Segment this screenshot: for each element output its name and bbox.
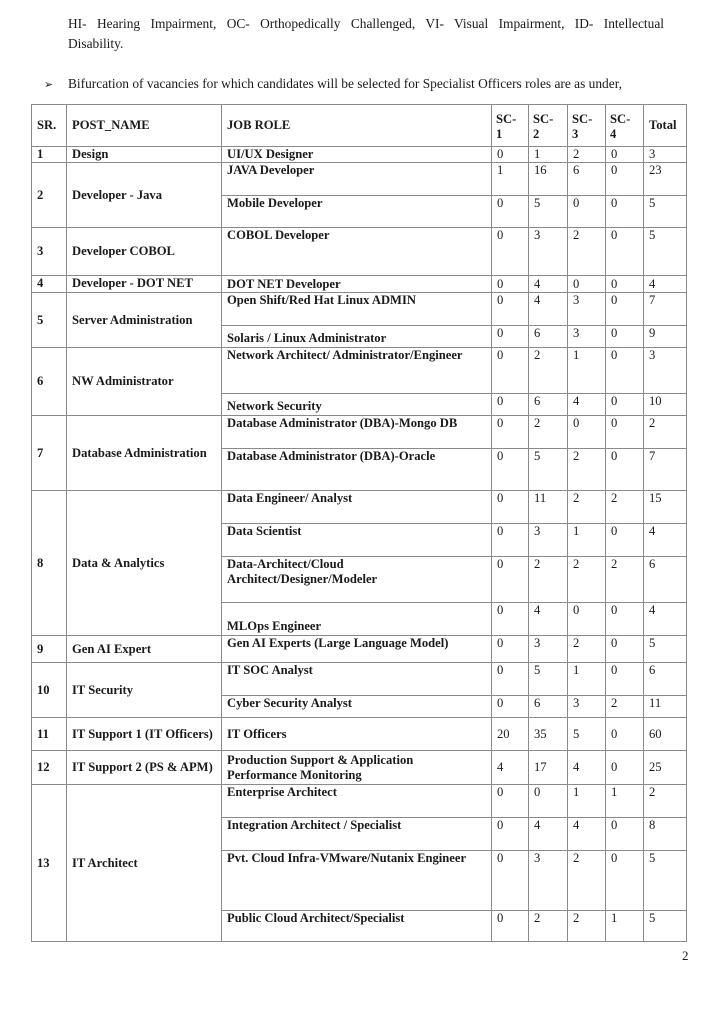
sc3-cell: 2 bbox=[568, 851, 606, 911]
vacancy-table bbox=[31, 104, 687, 942]
total-cell: 6 bbox=[644, 663, 687, 696]
sc1-cell: 0 bbox=[492, 228, 529, 276]
sc3-cell: 4 bbox=[568, 818, 606, 851]
header-sc-1: SC- 1 bbox=[492, 105, 529, 147]
sc1-cell: 0 bbox=[492, 348, 529, 394]
job-role-cell: COBOL Developer bbox=[222, 228, 492, 276]
sc4-cell: 0 bbox=[606, 394, 644, 416]
total-cell: 11 bbox=[644, 696, 687, 718]
total-cell: 2 bbox=[644, 416, 687, 449]
sc4-cell: 0 bbox=[606, 147, 644, 163]
sc1-cell: 0 bbox=[492, 851, 529, 911]
disability-legend-paragraph bbox=[68, 14, 664, 54]
total-cell: 5 bbox=[644, 851, 687, 911]
total-cell: 6 bbox=[644, 557, 687, 603]
legend-line-1: HI- Hearing Impairment, OC- Orthopedically Challenged, VI- Visual Impairment, ID- Intellectual bbox=[68, 16, 664, 31]
sc3-cell: 0 bbox=[568, 276, 606, 293]
bifurcation-text: Bifurcation of vacancies for which candidates will be selected for Specialist Officers roles are as under, bbox=[68, 76, 622, 91]
sc3-cell: 0 bbox=[568, 196, 606, 228]
sc2-cell: 5 bbox=[529, 196, 568, 228]
total-cell: 4 bbox=[644, 276, 687, 293]
sc4-cell: 0 bbox=[606, 228, 644, 276]
total-cell: 15 bbox=[644, 491, 687, 524]
sr-number-cell: 5 bbox=[32, 293, 67, 348]
sc2-cell: 0 bbox=[529, 785, 568, 818]
total-cell: 5 bbox=[644, 196, 687, 228]
job-role-cell: MLOps Engineer bbox=[222, 603, 492, 636]
sc4-cell: 0 bbox=[606, 524, 644, 557]
header-job-role: JOB ROLE bbox=[222, 105, 492, 147]
sc4-cell: 1 bbox=[606, 911, 644, 942]
sc2-cell: 6 bbox=[529, 696, 568, 718]
sc2-cell: 16 bbox=[529, 163, 568, 196]
sc4-cell: 0 bbox=[606, 603, 644, 636]
sc4-cell: 0 bbox=[606, 196, 644, 228]
header-sr: SR. bbox=[32, 105, 67, 147]
sr-number-cell: 2 bbox=[32, 163, 67, 228]
job-role-cell: Open Shift/Red Hat Linux ADMIN bbox=[222, 293, 492, 326]
sc4-cell: 0 bbox=[606, 326, 644, 348]
table-row bbox=[32, 416, 687, 449]
sc1-cell: 0 bbox=[492, 603, 529, 636]
sc1-cell: 20 bbox=[492, 718, 529, 751]
legend-line-2: Disability. bbox=[68, 36, 124, 51]
sc1-cell: 0 bbox=[492, 557, 529, 603]
sr-number-cell: 10 bbox=[32, 663, 67, 718]
sc4-cell: 0 bbox=[606, 449, 644, 491]
table-row bbox=[32, 293, 687, 326]
total-cell: 5 bbox=[644, 636, 687, 663]
sc2-cell: 1 bbox=[529, 147, 568, 163]
job-role-cell: Mobile Developer bbox=[222, 196, 492, 228]
header-sc-2: SC- 2 bbox=[529, 105, 568, 147]
table-row bbox=[32, 147, 687, 163]
table-row bbox=[32, 163, 687, 196]
sc4-cell: 0 bbox=[606, 636, 644, 663]
post-name-cell: Server Administration bbox=[67, 293, 222, 348]
total-cell: 5 bbox=[644, 228, 687, 276]
job-role-cell: JAVA Developer bbox=[222, 163, 492, 196]
job-role-cell: Public Cloud Architect/Specialist bbox=[222, 911, 492, 942]
sc3-cell: 0 bbox=[568, 603, 606, 636]
sc2-cell: 2 bbox=[529, 416, 568, 449]
total-cell: 60 bbox=[644, 718, 687, 751]
sc1-cell: 0 bbox=[492, 293, 529, 326]
sc2-cell: 3 bbox=[529, 524, 568, 557]
post-name-cell: Gen AI Expert bbox=[67, 636, 222, 663]
table-row bbox=[32, 276, 687, 293]
table-row bbox=[32, 751, 687, 785]
post-name-cell: Developer COBOL bbox=[67, 228, 222, 276]
post-name-cell: IT Support 2 (PS & APM) bbox=[67, 751, 222, 785]
sc1-cell: 0 bbox=[492, 524, 529, 557]
table-row bbox=[32, 636, 687, 663]
sc4-cell: 0 bbox=[606, 163, 644, 196]
sc1-cell: 1 bbox=[492, 163, 529, 196]
job-role-cell: Solaris / Linux Administrator bbox=[222, 326, 492, 348]
job-role-cell: Integration Architect / Specialist bbox=[222, 818, 492, 851]
job-role-cell: IT SOC Analyst bbox=[222, 663, 492, 696]
sc2-cell: 2 bbox=[529, 348, 568, 394]
sc1-cell: 0 bbox=[492, 636, 529, 663]
vacancy-table-body bbox=[32, 147, 687, 942]
sc3-cell: 6 bbox=[568, 163, 606, 196]
sc2-cell: 3 bbox=[529, 636, 568, 663]
post-name-cell: IT Architect bbox=[67, 785, 222, 942]
total-cell: 25 bbox=[644, 751, 687, 785]
sc3-cell: 3 bbox=[568, 696, 606, 718]
post-name-cell: IT Support 1 (IT Officers) bbox=[67, 718, 222, 751]
sc4-cell: 0 bbox=[606, 348, 644, 394]
sc1-cell: 0 bbox=[492, 326, 529, 348]
total-cell: 7 bbox=[644, 449, 687, 491]
job-role-cell: Database Administrator (DBA)-Mongo DB bbox=[222, 416, 492, 449]
header-post-name: POST_NAME bbox=[67, 105, 222, 147]
sc1-cell: 0 bbox=[492, 696, 529, 718]
job-role-cell: Pvt. Cloud Infra-VMware/Nutanix Engineer bbox=[222, 851, 492, 911]
sc4-cell: 2 bbox=[606, 557, 644, 603]
sc2-cell: 2 bbox=[529, 557, 568, 603]
sc3-cell: 4 bbox=[568, 394, 606, 416]
sc2-cell: 3 bbox=[529, 851, 568, 911]
sr-number-cell: 13 bbox=[32, 785, 67, 942]
sc1-cell: 4 bbox=[492, 751, 529, 785]
sc3-cell: 5 bbox=[568, 718, 606, 751]
sc3-cell: 2 bbox=[568, 636, 606, 663]
sc2-cell: 5 bbox=[529, 663, 568, 696]
sc4-cell: 0 bbox=[606, 416, 644, 449]
total-cell: 4 bbox=[644, 524, 687, 557]
sc2-cell: 17 bbox=[529, 751, 568, 785]
job-role-cell: Production Support & Application Performance Monitoring bbox=[222, 751, 492, 785]
table-row bbox=[32, 718, 687, 751]
sc3-cell: 2 bbox=[568, 449, 606, 491]
sc4-cell: 0 bbox=[606, 293, 644, 326]
sc3-cell: 1 bbox=[568, 663, 606, 696]
sc1-cell: 0 bbox=[492, 147, 529, 163]
total-cell: 3 bbox=[644, 147, 687, 163]
sc1-cell: 0 bbox=[492, 911, 529, 942]
sc4-cell: 0 bbox=[606, 751, 644, 785]
sc1-cell: 0 bbox=[492, 785, 529, 818]
sc2-cell: 11 bbox=[529, 491, 568, 524]
sc3-cell: 2 bbox=[568, 491, 606, 524]
sc3-cell: 3 bbox=[568, 326, 606, 348]
sc3-cell: 2 bbox=[568, 147, 606, 163]
job-role-cell: Data Engineer/ Analyst bbox=[222, 491, 492, 524]
sc2-cell: 4 bbox=[529, 293, 568, 326]
header-sc-3: SC- 3 bbox=[568, 105, 606, 147]
sc3-cell: 4 bbox=[568, 751, 606, 785]
sr-number-cell: 1 bbox=[32, 147, 67, 163]
table-row bbox=[32, 491, 687, 524]
post-name-cell: IT Security bbox=[67, 663, 222, 718]
job-role-cell: Enterprise Architect bbox=[222, 785, 492, 818]
total-cell: 7 bbox=[644, 293, 687, 326]
sc2-cell: 6 bbox=[529, 394, 568, 416]
sc2-cell: 3 bbox=[529, 228, 568, 276]
sc2-cell: 5 bbox=[529, 449, 568, 491]
sc1-cell: 0 bbox=[492, 394, 529, 416]
header-total: Total bbox=[644, 105, 687, 147]
sc3-cell: 2 bbox=[568, 911, 606, 942]
total-cell: 4 bbox=[644, 603, 687, 636]
sc1-cell: 0 bbox=[492, 818, 529, 851]
bifurcation-intro bbox=[44, 75, 704, 94]
sc4-cell: 1 bbox=[606, 785, 644, 818]
post-name-cell: Design bbox=[67, 147, 222, 163]
job-role-cell: Gen AI Experts (Large Language Model) bbox=[222, 636, 492, 663]
total-cell: 3 bbox=[644, 348, 687, 394]
sc1-cell: 0 bbox=[492, 276, 529, 293]
sr-number-cell: 7 bbox=[32, 416, 67, 491]
sc2-cell: 4 bbox=[529, 276, 568, 293]
sc3-cell: 1 bbox=[568, 524, 606, 557]
sc4-cell: 0 bbox=[606, 663, 644, 696]
sc1-cell: 0 bbox=[492, 663, 529, 696]
sr-number-cell: 11 bbox=[32, 718, 67, 751]
sr-number-cell: 9 bbox=[32, 636, 67, 663]
sc1-cell: 0 bbox=[492, 416, 529, 449]
sc2-cell: 6 bbox=[529, 326, 568, 348]
post-name-cell: Developer - Java bbox=[67, 163, 222, 228]
sc4-cell: 0 bbox=[606, 276, 644, 293]
sc4-cell: 0 bbox=[606, 718, 644, 751]
sc2-cell: 2 bbox=[529, 911, 568, 942]
post-name-cell: Developer - DOT NET bbox=[67, 276, 222, 293]
sc3-cell: 1 bbox=[568, 785, 606, 818]
table-row bbox=[32, 785, 687, 818]
job-role-cell: DOT NET Developer bbox=[222, 276, 492, 293]
job-role-cell: Cyber Security Analyst bbox=[222, 696, 492, 718]
job-role-cell: UI/UX Designer bbox=[222, 147, 492, 163]
sc4-cell: 2 bbox=[606, 696, 644, 718]
total-cell: 9 bbox=[644, 326, 687, 348]
sc2-cell: 4 bbox=[529, 603, 568, 636]
sr-number-cell: 3 bbox=[32, 228, 67, 276]
sc2-cell: 4 bbox=[529, 818, 568, 851]
sc3-cell: 3 bbox=[568, 293, 606, 326]
table-row bbox=[32, 228, 687, 276]
job-role-cell: Network Architect/ Administrator/Engineer bbox=[222, 348, 492, 394]
sr-number-cell: 12 bbox=[32, 751, 67, 785]
table-row bbox=[32, 663, 687, 696]
sr-number-cell: 8 bbox=[32, 491, 67, 636]
post-name-cell: Data & Analytics bbox=[67, 491, 222, 636]
job-role-cell: IT Officers bbox=[222, 718, 492, 751]
job-role-cell: Database Administrator (DBA)-Oracle bbox=[222, 449, 492, 491]
sc1-cell: 0 bbox=[492, 449, 529, 491]
sc1-cell: 0 bbox=[492, 491, 529, 524]
header-sc-4: SC- 4 bbox=[606, 105, 644, 147]
sc4-cell: 2 bbox=[606, 491, 644, 524]
sc4-cell: 0 bbox=[606, 818, 644, 851]
sr-number-cell: 6 bbox=[32, 348, 67, 416]
job-role-cell: Network Security bbox=[222, 394, 492, 416]
total-cell: 2 bbox=[644, 785, 687, 818]
job-role-cell: Data-Architect/Cloud Architect/Designer/Modeler bbox=[222, 557, 492, 603]
sr-number-cell: 4 bbox=[32, 276, 67, 293]
sc2-cell: 35 bbox=[529, 718, 568, 751]
job-role-cell: Data Scientist bbox=[222, 524, 492, 557]
table-header-row bbox=[32, 105, 687, 147]
sc3-cell: 2 bbox=[568, 557, 606, 603]
sc3-cell: 0 bbox=[568, 416, 606, 449]
arrow-bullet-icon: ➢ bbox=[44, 79, 54, 91]
post-name-cell: NW Administrator bbox=[67, 348, 222, 416]
sc3-cell: 1 bbox=[568, 348, 606, 394]
sc3-cell: 2 bbox=[568, 228, 606, 276]
page-number: 2 bbox=[682, 948, 689, 963]
sc1-cell: 0 bbox=[492, 196, 529, 228]
post-name-cell: Database Administration bbox=[67, 416, 222, 491]
total-cell: 10 bbox=[644, 394, 687, 416]
sc4-cell: 0 bbox=[606, 851, 644, 911]
table-row bbox=[32, 348, 687, 394]
total-cell: 5 bbox=[644, 911, 687, 942]
total-cell: 8 bbox=[644, 818, 687, 851]
total-cell: 23 bbox=[644, 163, 687, 196]
